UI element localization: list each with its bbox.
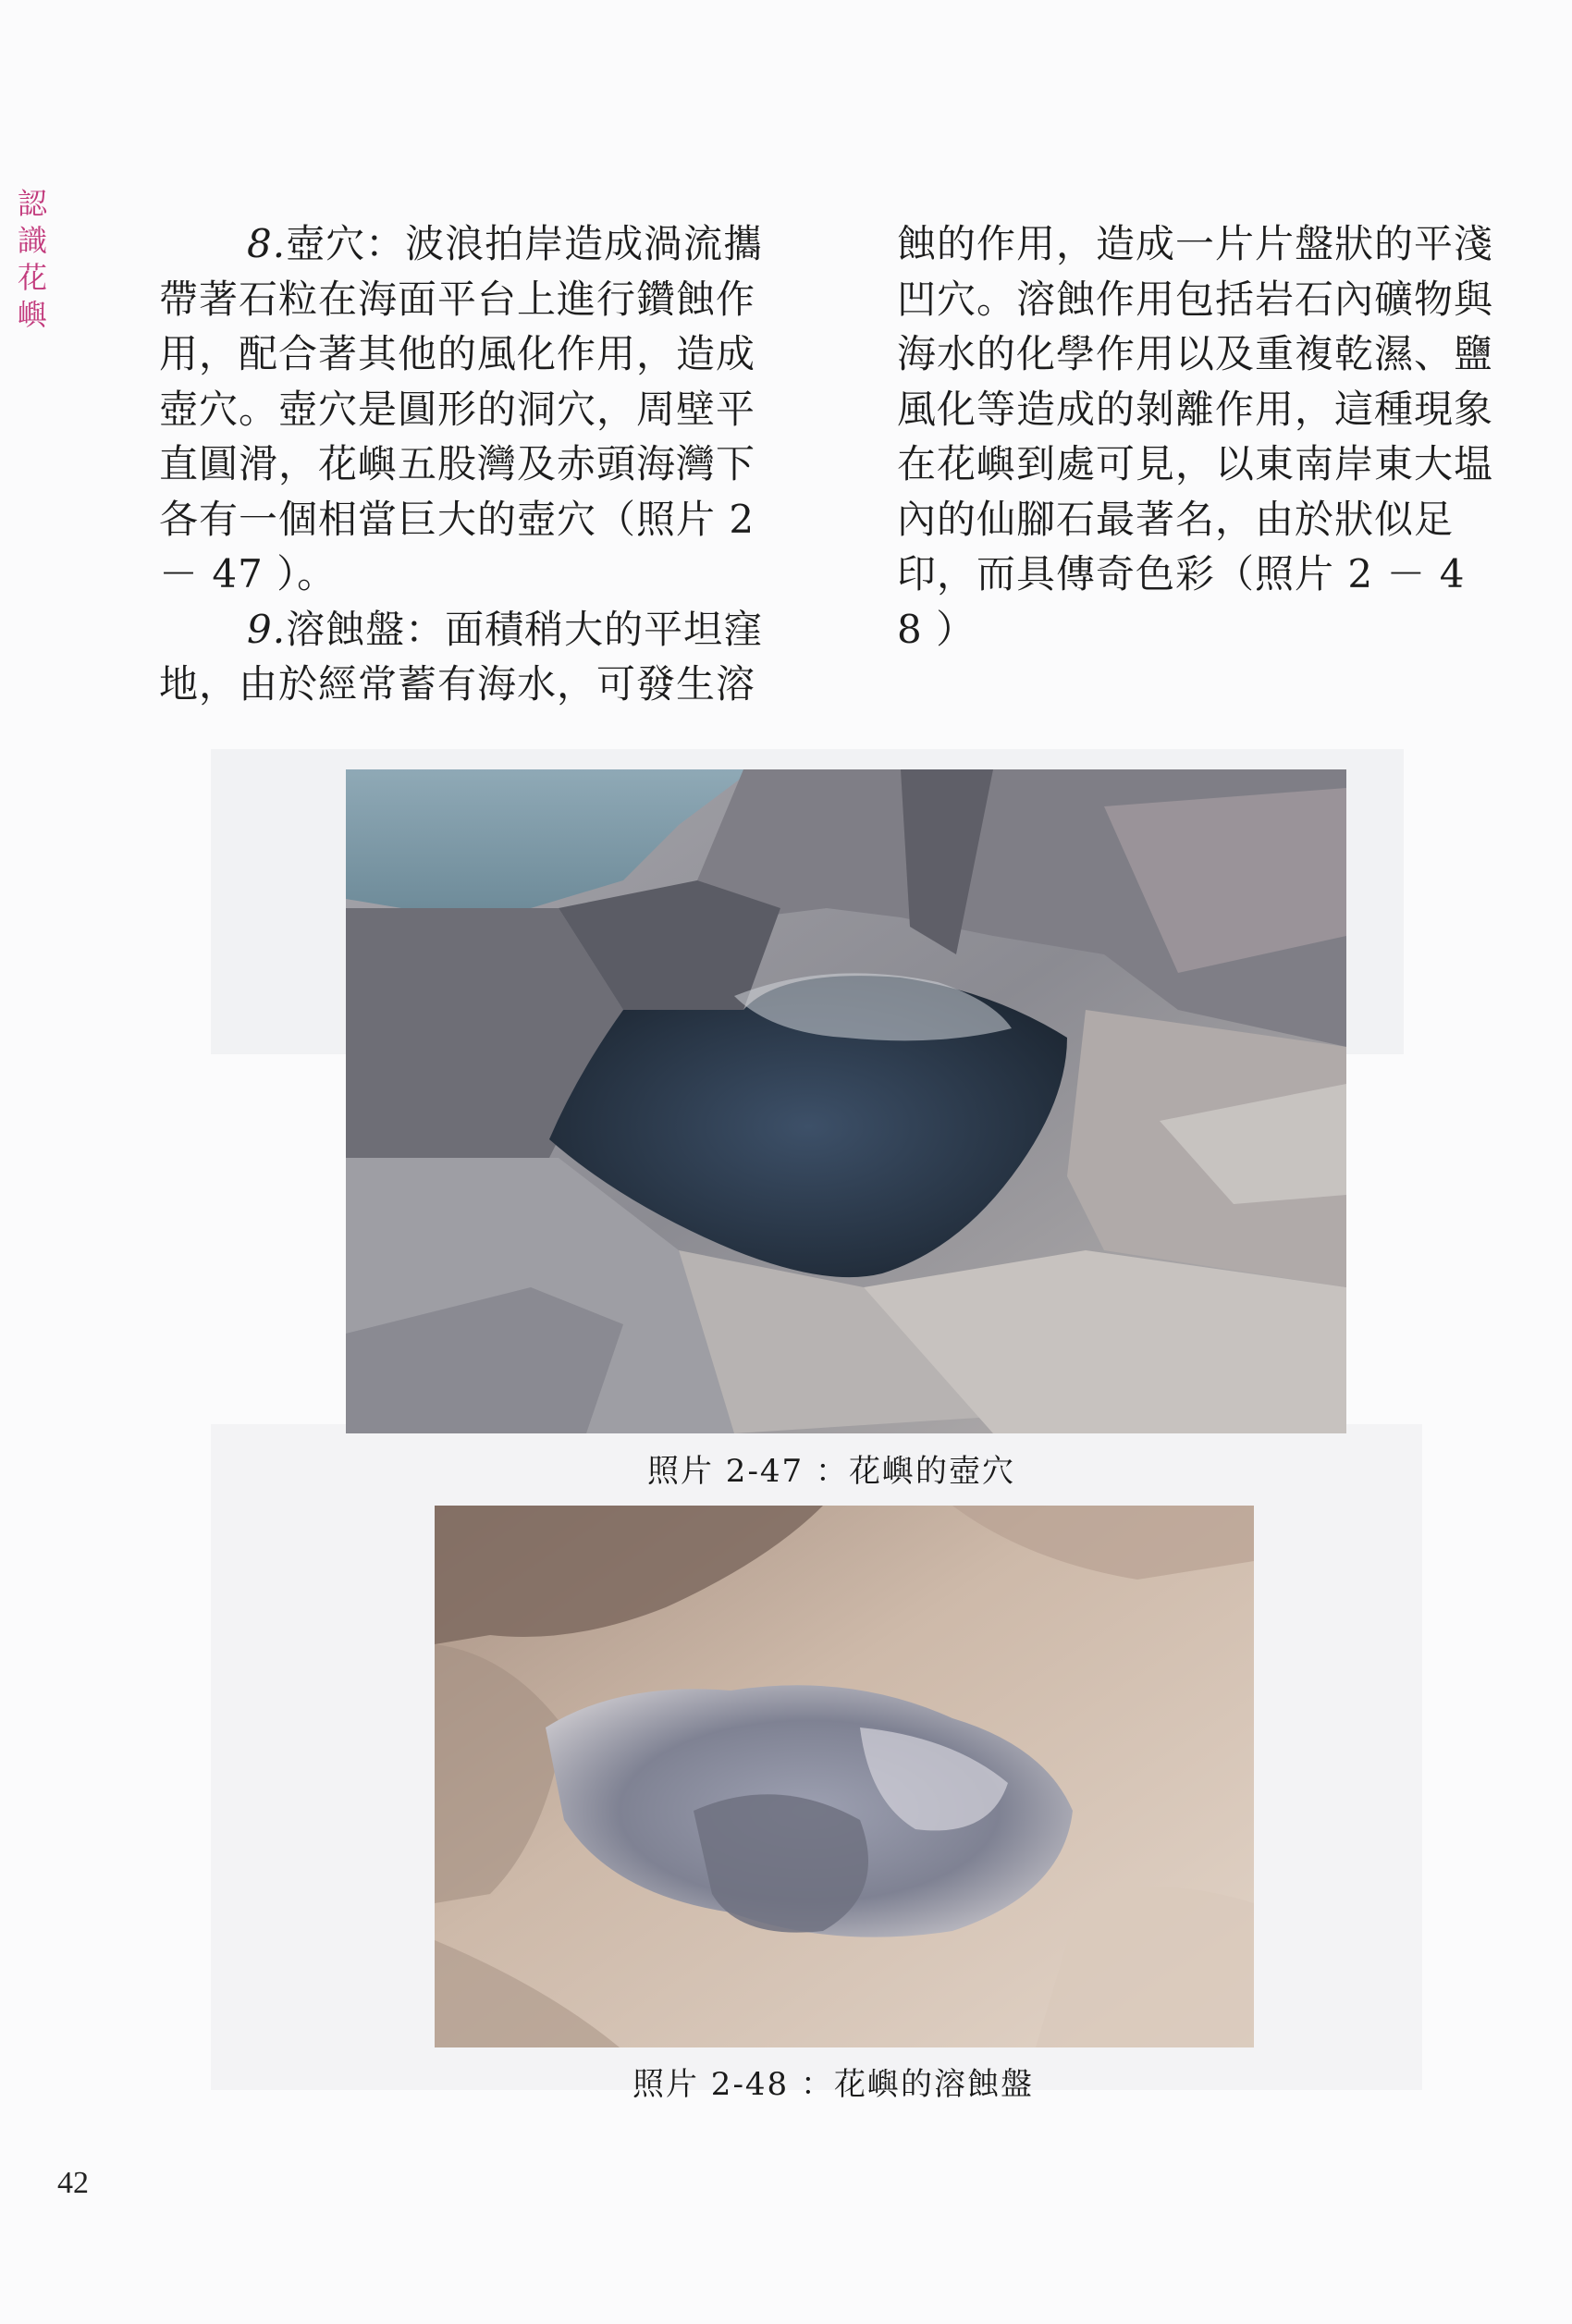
paragraph-line: 蝕的作用，造成一片片盤狀的平淺	[897, 221, 1494, 266]
photo-caption: 照片 2-48 ：花嶼的溶蝕盤	[632, 2066, 1034, 2103]
line-text: 壺穴：波浪拍岸造成渦流攜	[286, 221, 764, 266]
side-tab-char: 花	[17, 260, 47, 295]
paragraph-line: 用，配合著其他的風化作用，造成	[159, 331, 756, 376]
paragraph-line: 海水的化學作用以及重複乾濕、鹽	[897, 331, 1494, 376]
paragraph-line: 直圓滑，花嶼五股灣及赤頭海灣下	[159, 441, 756, 486]
photo-pothole	[346, 769, 1346, 1433]
paragraph-line	[159, 216, 793, 272]
side-tab-char: 認	[17, 186, 47, 221]
page-number: 42	[57, 2166, 89, 2200]
item-number: 8.	[247, 221, 287, 266]
photo-solution-pan	[435, 1506, 1254, 2047]
paragraph-line: 在花嶼到處可見，以東南岸東大塭	[897, 441, 1494, 486]
line-text: 溶蝕盤：面積稍大的平坦窪	[286, 606, 764, 652]
paragraph-line: 各有一個相當巨大的壺穴（照片 2	[159, 496, 755, 542]
side-tab-char: 嶼	[17, 297, 47, 332]
paragraph-line: 凹穴。溶蝕作用包括岩石內礦物與	[897, 276, 1494, 322]
paragraph-line	[159, 602, 793, 658]
item-number: 9.	[247, 606, 287, 652]
side-tab	[17, 185, 48, 333]
paragraph-line: 地，由於經常蓄有海水，可發生溶	[159, 661, 756, 707]
paragraph-line: 風化等造成的剝離作用，這種現象	[897, 386, 1494, 432]
paragraph-line: 帶著石粒在海面平台上進行鑽蝕作	[159, 276, 756, 322]
left-column	[159, 216, 793, 712]
right-column	[897, 216, 1526, 657]
paragraph-line: 印，而具傳奇色彩（照片 2 － 4	[897, 551, 1466, 596]
paragraph-line: 壺穴。壺穴是圓形的洞穴，周壁平	[159, 386, 756, 432]
paragraph-line: － 47 ）。	[159, 551, 338, 596]
paragraph-line: 內的仙腳石最著名，由於狀似足	[897, 496, 1455, 542]
paragraph-line: 8 ）	[897, 606, 976, 652]
photo-caption: 照片 2-47 ：花嶼的壺穴	[647, 1453, 1015, 1490]
side-tab-char: 識	[17, 223, 47, 258]
